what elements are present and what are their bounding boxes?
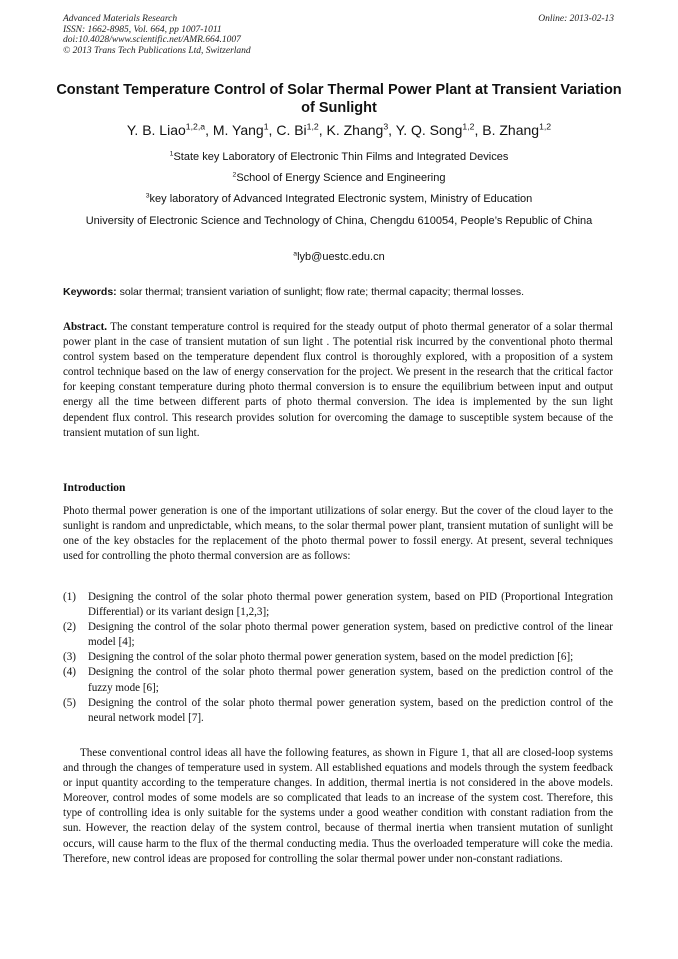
affiliation-2: $^2$School of Energy Science and Engineering bbox=[232, 171, 446, 184]
abstract-text: The constant temperature control is required for the steady output of photo thermal generator of a solar thermal power plant in the case of transient mutation of sun light . The potential risk incurred by the conventional photo thermal control system based on the temperature dependent flux control is thoroughly explored, with a proposition of a system control technique based on the law of energy conservation for the project. We present in the research that the critical factor for keeping constant temperature during photo thermal conversion is to ensure the equilibrium between input and output energy all the time between different parts of photo thermal conversion. The idea is implemented by the sun light dependent flux control. This research provides solution for overcoming the damage to susceptible system because of the transient mutation of sun light. bbox=[63, 321, 613, 439]
list-item: (1) Designing the control of the solar photo thermal power generation system, based on PID (Proportional Integration Differential) or its variant design [1,2,3]; bbox=[63, 591, 613, 619]
author-email[interactable]: $^a$lyb@uestc.edu.cn bbox=[293, 250, 385, 263]
keywords bbox=[63, 285, 623, 299]
control-technique-list bbox=[63, 590, 613, 726]
journal-header bbox=[63, 14, 463, 56]
copyright-line: © 2013 Trans Tech Publications Ltd, Switzerland bbox=[63, 45, 251, 56]
online-date: Online: 2013-02-13 bbox=[538, 14, 614, 24]
affiliation-3: $^3$key laboratory of Advanced Integrated Electronic system, Ministry of Education bbox=[145, 192, 533, 205]
affiliation-1: $^1$State key Laboratory of Electronic Thin Films and Integrated Devices bbox=[169, 150, 509, 163]
author: Y. Q. Song$^{1,2}$, bbox=[395, 121, 483, 138]
list-item: (2) Designing the control of the solar photo thermal power generation system, based on predictive control of the linear model [4]; bbox=[63, 621, 613, 649]
issn-line: ISSN: 1662-8985, Vol. 664, pp 1007-1011 bbox=[63, 24, 222, 35]
paper-title: Constant Temperature Control of Solar Thermal Power Plant at Transient Variation of Sunlight bbox=[56, 82, 622, 116]
author: Y. B. Liao$^{1,2,a}$, bbox=[126, 121, 213, 138]
keywords-label: Keywords: bbox=[63, 286, 117, 298]
list-item: (5) Designing the control of the solar photo thermal power generation system, based on the prediction control of the neural network model [7]. bbox=[63, 696, 613, 724]
list-item: (4) Designing the control of the solar photo thermal power generation system, based on the prediction control of the fuzzy mode [6]; bbox=[63, 666, 613, 694]
list-item: (3) Designing the control of the solar photo thermal power generation system, based on the model prediction [6]; bbox=[63, 651, 574, 664]
keywords-text: solar thermal; transient variation of sunlight; flow rate; thermal capacity; thermal losses. bbox=[116, 286, 525, 298]
author: K. Zhang$^3$, bbox=[326, 121, 396, 138]
introduction-paragraph-1: Photo thermal power generation is one of the important utilizations of solar energy. But the cover of the cloud layer to the sunlight is random and unpredictable, which means, to the solar thermal power plant, transient mutation of sunlight will be one of the key obstacles for the replacement of the photo thermal power to fossil energy. At present, several techniques used for controlling the photo thermal conversion are as follows: bbox=[63, 505, 613, 563]
author: M. Yang$^1$, bbox=[212, 121, 277, 138]
abstract bbox=[63, 320, 613, 441]
author: C. Bi$^{1,2}$, bbox=[276, 121, 327, 138]
doi-line: doi:10.4028/www.scientific.net/AMR.664.1007 bbox=[63, 35, 241, 46]
university-affiliation: University of Electronic Science and Technology of China, Chengdu 610054, People’s Republic of China bbox=[85, 215, 593, 227]
author: B. Zhang$^{1,2}$ bbox=[482, 121, 552, 138]
abstract-label: Abstract. bbox=[63, 321, 108, 333]
author-list bbox=[30, 121, 648, 139]
journal-name: Advanced Materials Research bbox=[63, 14, 178, 24]
introduction-paragraph-2: These conventional control ideas all have the following features, as shown in Figure 1, that all are closed-loop systems and through the changes of temperature used in system. All established equations and models through the system feedback or input quantity according to the temperature changes. In addition, thermal inertia is not considered in the above models. Moreover, control modes of some models are so complicated that leads to an increase of the system cost. Therefore, this type of controlling idea is only suitable for the systems under a good weather condition with constant radiation from the sun. However, the reaction delay of the system control, because of thermal inertia when transient mutation of sunlight occurs, will cause harm to the flux of the thermal conducting media. Thus the overloaded temperature will coke the media. Therefore, new control ideas are proposed for controlling the solar thermal power under non-constant radiations. bbox=[63, 747, 613, 865]
section-heading-introduction: Introduction bbox=[63, 482, 126, 494]
